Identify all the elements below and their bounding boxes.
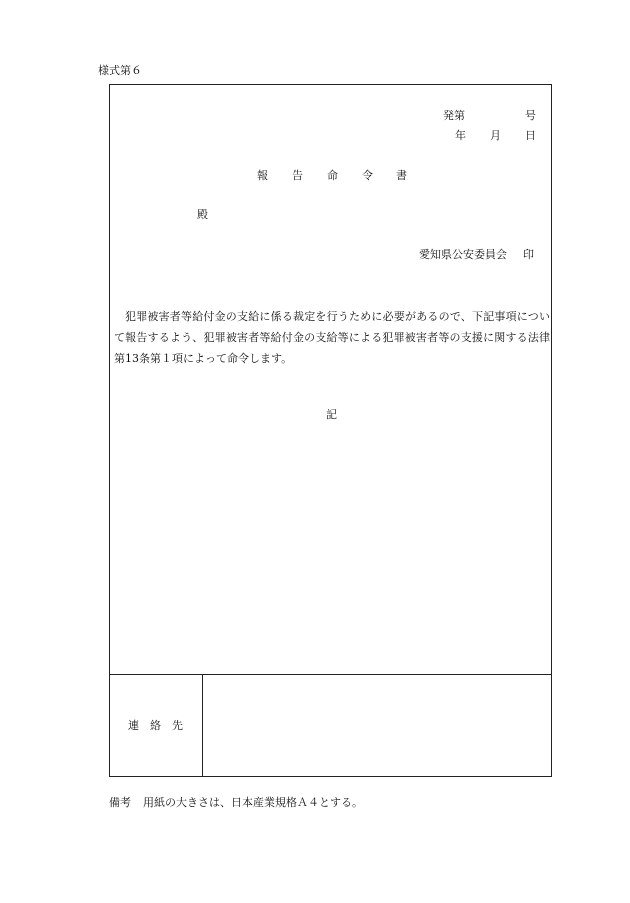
date-day-label: 日 [525,129,536,142]
report-order-frame [109,84,552,777]
remark-heading: 備考 [109,796,131,809]
order-body-text: 犯罪被害者等給付金の支給に係る裁定を行うために必要があるので、下記事項について報告するよう、犯罪被害者等給付金の支給等による犯罪被害者等の支援に関する法律第13条第１項によって命令します。 [114,310,550,365]
form-number-label: 様式第６ [98,64,142,77]
title-char-3: 命 [327,169,338,182]
seal-mark: 印 [523,248,534,261]
contact-entry-area [203,675,550,776]
date-year-label: 年 [455,129,466,142]
title-char-1: 報 [257,169,268,182]
issue-number-prefix: 発第 [443,109,465,122]
title-char-5: 書 [396,169,407,182]
title-char-2: 告 [292,169,303,182]
contact-label-char-1: 連 [128,719,139,732]
title-char-4: 令 [362,169,373,182]
date-month-label: 月 [490,129,501,142]
issuer-name: 愛知県公安委員会 [419,248,507,261]
remark-text: 用紙の大きさは、日本産業規格Ａ４とする。 [143,796,363,809]
issue-number-suffix: 号 [525,109,536,122]
contact-label-char-2: 絡 [150,719,161,732]
notes-heading: 記 [326,408,337,421]
footer-remark [109,797,363,808]
addressee-suffix: 殿 [197,208,208,221]
contact-label-char-3: 先 [172,719,183,732]
